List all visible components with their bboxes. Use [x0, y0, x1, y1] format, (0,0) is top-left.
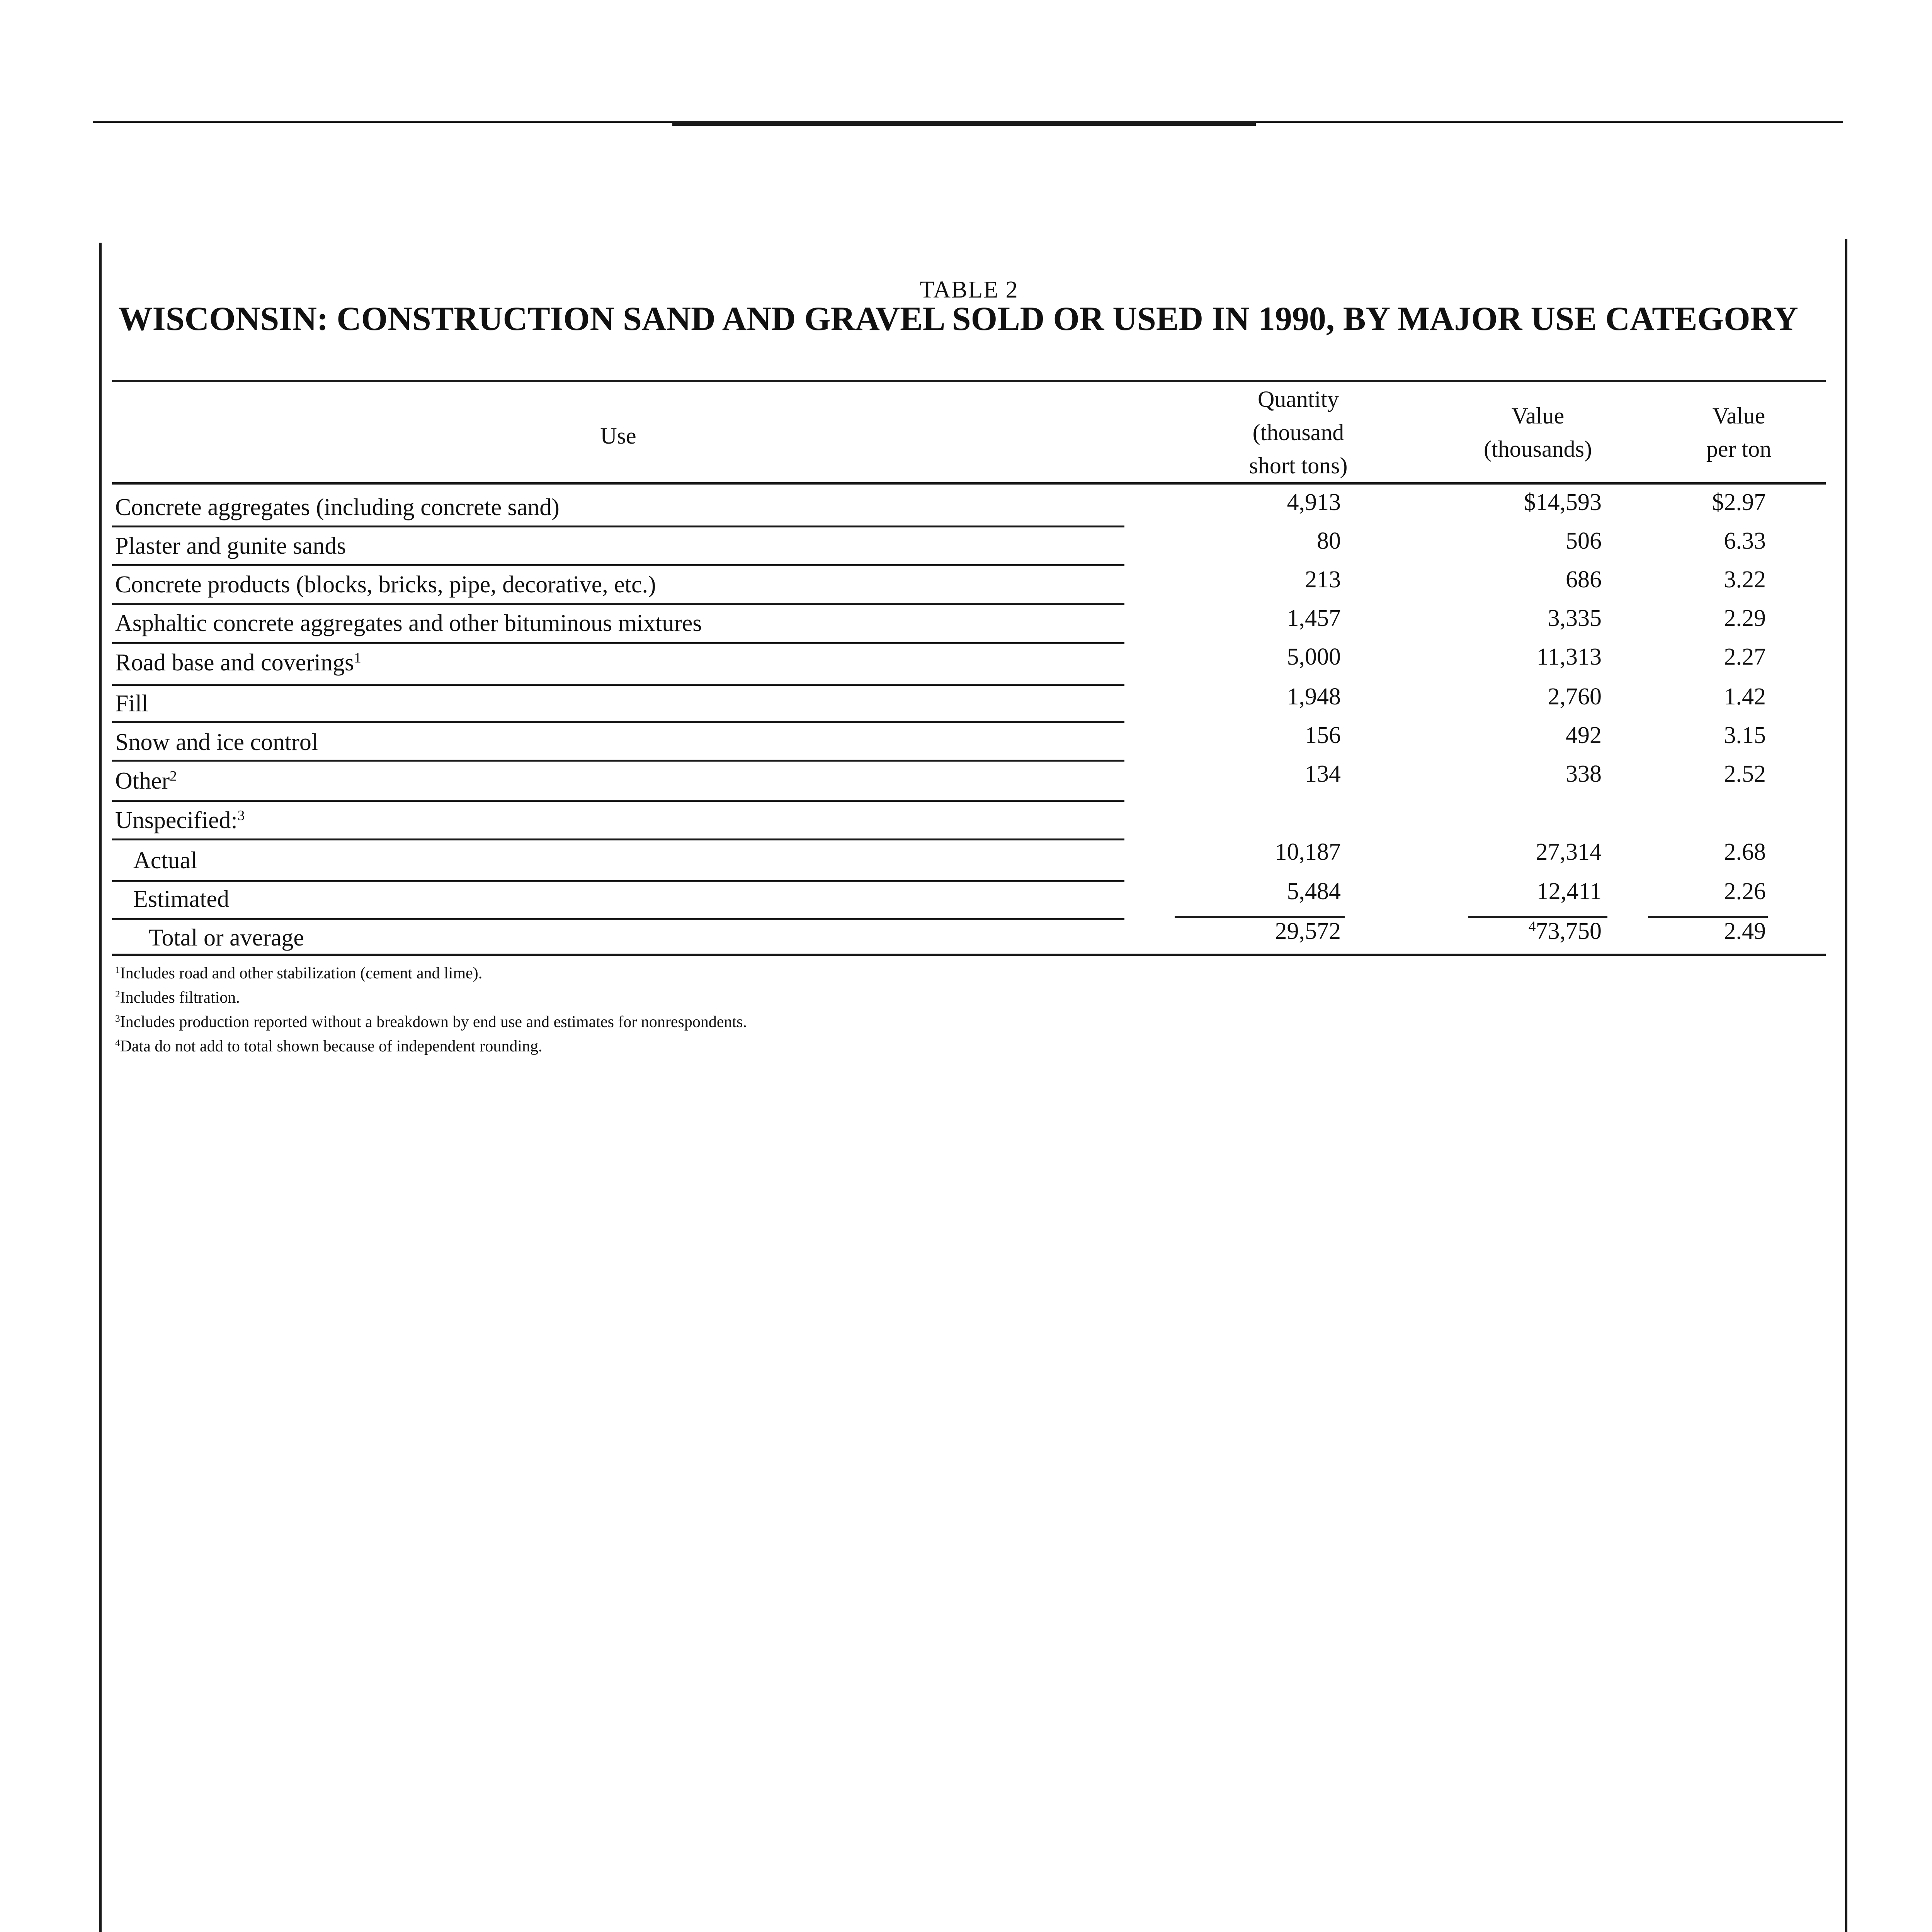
table-cell-quantity: 1,457	[1287, 605, 1341, 631]
footnote: $^3$Includes production reported without a breakdown by end use and estimates for nonrespondents.	[115, 1013, 747, 1031]
table-cell-quantity: 213	[1305, 566, 1341, 593]
header-quantity	[1198, 383, 1399, 482]
table-bottom-rule	[112, 954, 1826, 956]
table-label: TABLE 2	[920, 277, 1019, 303]
header-bottom-rule	[112, 482, 1826, 485]
table-cell-value: 11,313	[1536, 644, 1602, 670]
header-value-per-ton	[1658, 399, 1820, 466]
row-rule	[112, 603, 1124, 605]
table-row-label: Plaster and gunite sands	[115, 533, 346, 559]
row-rule	[112, 838, 1124, 840]
table-row-label: Unspecified:$^3$	[115, 807, 245, 833]
table-cell-value: 492	[1566, 722, 1602, 748]
header-quantity-line2: (thousand	[1252, 420, 1344, 445]
header-value	[1430, 399, 1646, 466]
table-row-label-total: Total or average	[149, 925, 304, 951]
table-cell-quantity: 10,187	[1275, 839, 1341, 865]
row-rule	[112, 564, 1124, 566]
table-cell-per-ton: 2.29	[1724, 605, 1766, 631]
table-title: WISCONSIN: CONSTRUCTION SAND AND GRAVEL SOLD OR USED IN 1990, BY MAJOR USE CATEGORY	[118, 300, 1798, 338]
table-cell-value: 2,760	[1548, 684, 1602, 710]
row-rule	[112, 721, 1124, 723]
table-row-label: Snow and ice control	[115, 729, 318, 755]
table-cell-per-ton: 3.15	[1724, 722, 1766, 748]
row-rule	[112, 918, 1124, 920]
table-cell-value: 12,411	[1536, 878, 1602, 905]
table-row-label: Actual	[133, 847, 197, 874]
table-cell-per-ton: 6.33	[1724, 528, 1766, 554]
table-cell-value: $14,593	[1524, 489, 1602, 515]
header-per-ton-line2: per ton	[1706, 436, 1772, 462]
table-cell-per-ton: 3.22	[1724, 566, 1766, 593]
table-cell-quantity: 5,000	[1287, 644, 1341, 670]
table-cell-value: $^4$73,750	[1528, 918, 1602, 944]
table-row-label: Asphaltic concrete aggregates and other bituminous mixtures	[115, 610, 702, 636]
table-cell-quantity: 5,484	[1287, 878, 1341, 905]
footnote-mark: 3	[237, 808, 245, 824]
row-rule	[112, 684, 1124, 686]
table-row-label: Fill	[115, 690, 149, 717]
table-cell-per-ton: 2.49	[1724, 918, 1766, 944]
header-value-line2: (thousands)	[1484, 436, 1592, 462]
row-rule	[112, 880, 1124, 882]
table-cell-value: 27,314	[1536, 839, 1602, 865]
header-per-ton-line1: Value	[1712, 403, 1765, 429]
table-row-label: Estimated	[133, 886, 229, 912]
table-cell-quantity: 156	[1305, 722, 1341, 748]
row-rule	[112, 526, 1124, 527]
left-margin-rule	[99, 243, 102, 1932]
header-use: Use	[600, 423, 636, 449]
table-cell-value: 686	[1566, 566, 1602, 593]
footnote: $^4$Data do not add to total shown because of independent rounding.	[115, 1037, 543, 1055]
right-margin-rule	[1845, 239, 1847, 1932]
table-row-label: Other$^2$	[115, 768, 177, 794]
table-top-rule	[112, 380, 1826, 382]
table-cell-per-ton: 1.42	[1724, 684, 1766, 710]
table-cell-quantity: 29,572	[1275, 918, 1341, 944]
header-quantity-line3: short tons)	[1249, 453, 1348, 478]
table-cell-per-ton: 2.68	[1724, 839, 1766, 865]
table-cell-quantity: 4,913	[1287, 489, 1341, 515]
footnote: $^1$Includes road and other stabilization (cement and lime).	[115, 964, 483, 982]
table-cell-per-ton: 2.26	[1724, 878, 1766, 905]
header-value-line1: Value	[1511, 403, 1565, 429]
table-cell-quantity: 80	[1317, 528, 1341, 554]
table-row-label: Concrete products (blocks, bricks, pipe, decorative, etc.)	[115, 571, 656, 598]
row-rule	[112, 642, 1124, 644]
table-cell-value: 3,335	[1548, 605, 1602, 631]
table-cell-value: 338	[1566, 761, 1602, 787]
top-rule-thick	[672, 122, 1256, 126]
header-quantity-line1: Quantity	[1258, 386, 1339, 412]
footnote: $^2$Includes filtration.	[115, 989, 240, 1007]
footnote-mark: 1	[354, 650, 361, 666]
table-cell-quantity: 1,948	[1287, 684, 1341, 710]
table-cell-per-ton: $2.97	[1712, 489, 1766, 515]
table-cell-value: 506	[1566, 528, 1602, 554]
row-rule	[112, 760, 1124, 762]
footnote-mark: 2	[170, 768, 177, 784]
footnote-mark: 4	[1528, 918, 1536, 935]
table-row-label: Road base and coverings$^1$	[115, 650, 361, 676]
table-cell-quantity: 134	[1305, 761, 1341, 787]
table-cell-per-ton: 2.52	[1724, 761, 1766, 787]
table-cell-per-ton: 2.27	[1724, 644, 1766, 670]
row-rule	[112, 800, 1124, 802]
table-row-label: Concrete aggregates (including concrete sand)	[115, 494, 560, 520]
